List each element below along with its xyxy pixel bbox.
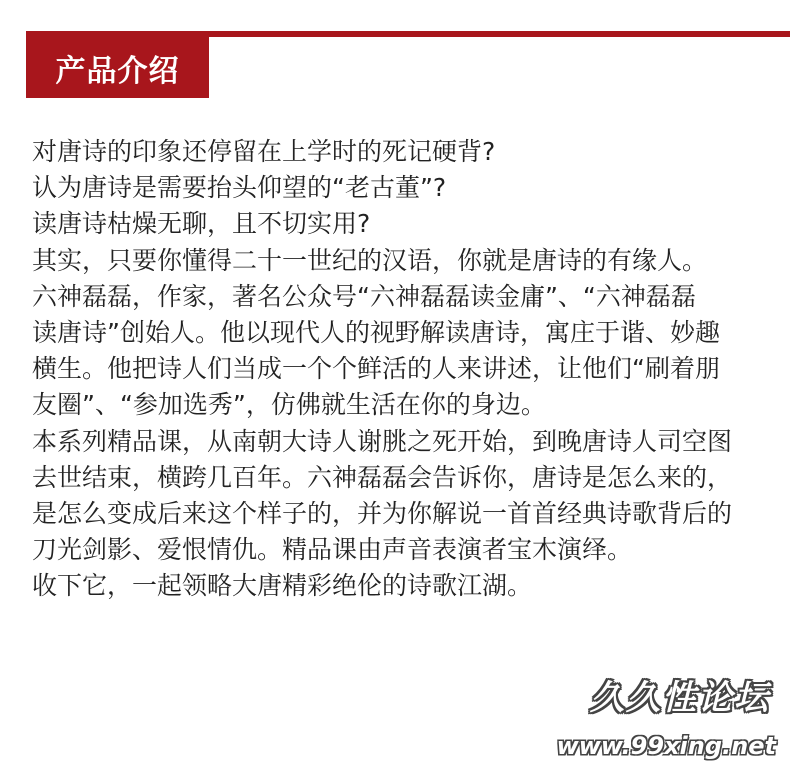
description-line: 读唐诗”创始人。他以现代人的视野解读唐诗，寓庄于谐、妙趣	[32, 318, 720, 348]
description-line: 是怎么变成后来这个样子的，并为你解说一首首经典诗歌背后的	[32, 499, 733, 529]
description-line: 刀光剑影、爱恨情仇。精品课由声音表演者宝木演绎。	[32, 535, 633, 565]
site-watermark	[526, 670, 776, 760]
description-line: 对唐诗的印象还停留在上学时的死记硬背?	[32, 137, 496, 166]
description-line: 收下它，一起领略大唐精彩绝伦的诗歌江湖。	[32, 571, 533, 601]
description-line: 其实，只要你懂得二十一世纪的汉语，你就是唐诗的有缘人。	[32, 245, 708, 275]
description-line: 友圈”、“参加选秀”，仿佛就生活在你的身边。	[32, 390, 546, 420]
description-line: 去世结束，横跨几百年。六神磊磊会告诉你，唐诗是怎么来的，	[32, 462, 733, 492]
description-line: 读唐诗枯燥无聊，且不切实用?	[32, 209, 371, 239]
watermark-name: 久久性论坛	[590, 678, 770, 718]
watermark-url: www.99xing.net	[556, 732, 776, 760]
description-line: 横生。他把诗人们当成一个个鲜活的人来讲述，让他们“刷着朋	[32, 354, 720, 384]
product-description	[32, 134, 772, 605]
description-line: 本系列精品课，从南朝大诗人谢朓之死开始，到晚唐诗人司空图	[32, 426, 733, 456]
description-line: 六神磊磊，作家，著名公众号“六神磊磊读金庸”、“六神磊磊	[32, 281, 696, 311]
section-title: 产品介绍	[55, 53, 180, 89]
description-line: 认为唐诗是需要抬头仰望的“老古董”?	[32, 173, 447, 203]
section-tab	[26, 37, 209, 98]
